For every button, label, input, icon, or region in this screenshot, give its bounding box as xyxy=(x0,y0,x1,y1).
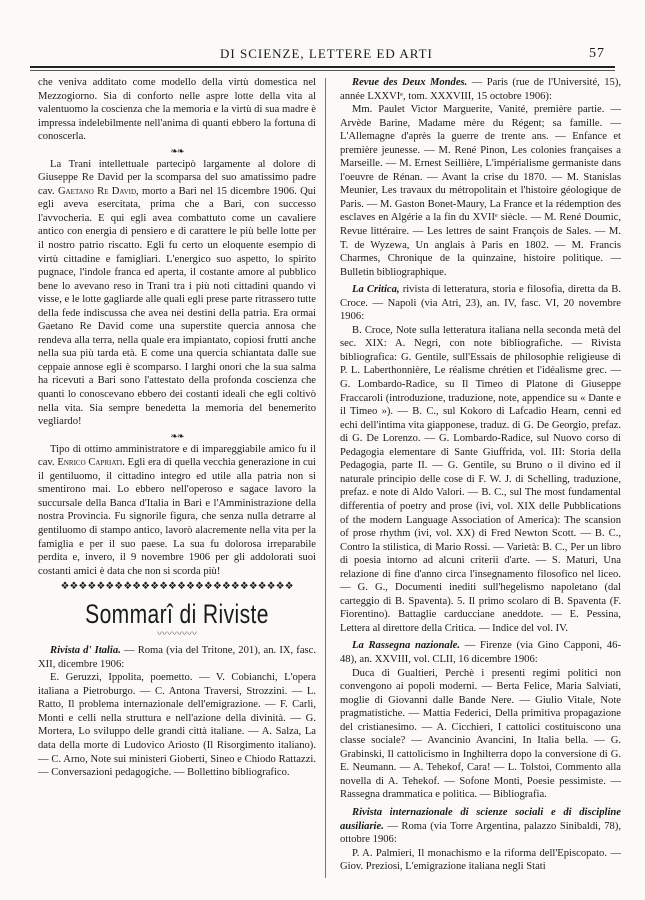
journal-name: Rivista internazionale di scienze sociali e di discipline ausiliarie. xyxy=(340,806,621,832)
section-title: Sommarî di Riviste xyxy=(85,599,269,630)
section-separator: ❧❧ xyxy=(170,145,184,156)
column-divider xyxy=(325,78,326,878)
journal-contents: Duca di Gualtieri, Perchè i presenti regimi politici non convengono ai popoli moderni. — Berta Felice, Maria Salviati, moglie di Giovanni dalle Bande Nere. — Giulio Vitale, Note pragmatistiche. — Mattia Federici, Della primitiva propagazione del cristianesimo. — A. Cicchieri, I cattolici costituiscono una classe sociale? — Avancinio Avancini, In Italia bella. — G. Grabinski, Il cattolicismo in Inghilterra dopo la conversione di G. E. Neumann. — A. Tehekof, Cara! — L. Tolstoi, Commento alla novella di A. Tehekof. — Sofone Monti, Poesie pessimiste. — Rassegna drammatica e politica. — Bibliografia. xyxy=(340,667,621,801)
ornamental-border: ❖❖❖❖❖❖❖❖❖❖❖❖❖❖❖❖❖❖❖❖❖❖❖❖❖❖ xyxy=(60,581,294,593)
journal-name: Revue des Deux Mondes. xyxy=(352,77,468,88)
running-head xyxy=(40,46,605,66)
journal-name: La Rassegna nazionale. xyxy=(352,640,461,652)
header-rule xyxy=(30,66,615,68)
journal-contents: E. Geruzzi, Ippolita, poemetto. — V. Cobianchi, L'opera italiana a Pietroburgo. — C. Antona Traversi, Strozzini. — L. Ratto, Il problema internazionale dell'emigrazione. — F. Carli, Monti e celli nella struttura e nell'azione della divinità. — G. Mortera, Lo sviluppo delle grandi città italiane. — A. Salza, La data della morte di Ludovico Ariosto (Il Risorgimento italiano). — C. Arno, Note sui ministeri Gioberti, Sineo e Chiodo Rattazzi. — Conversazioni pedagogiche. — Bollettino bibliografico. xyxy=(38,672,316,779)
header-rule-thin xyxy=(30,70,615,71)
running-title: DI SCIENZE, LETTERE ED ARTI xyxy=(220,46,433,61)
right-column xyxy=(340,76,621,874)
journal-contents: Mm. Paulet Victor Marguerite, Vanité, première partie. — Arvède Barine, Madame mère du Régent; sa famille. — L'Allemagne d'après la guerre de trente ans. — Enfance et première jeunesse. — M. René Pinon, Les colonies françaises a Marseille. — M. Ernest Seillière, L'impérialisme germaniste dans l'oeuvre de Rénan. — Avant la crise du 1870. — M. Stanislas Meunier, Les travaux du métropolitain et l'histoire géologique de Paris. — M. Gaston Bonet-Maury, La France et la rédemption des esclaves en Algérie a la fin du XVIIᵉ siècle. — M. René Doumic, Revue littéraire. — Les lettres de saint François de Sales. — M. T. de Wyzewa, Un anglais à Paris en 1802. — M. Francis Charmes, Chronique de la quinzaine, histoire politique. — Bulletin bibliographique. xyxy=(340,104,621,278)
journal-name: La Critica, xyxy=(352,284,400,296)
person-name: Enrico Capriati xyxy=(57,457,123,469)
journal-name: Rivista d' Italia. xyxy=(50,645,121,657)
journal-entry-rivista-italia: Rivista d' Italia. — Roma (via del Tritone, 201), an. IX, fasc. XII, dicembre 1906: xyxy=(38,645,317,670)
paragraph-capriati: Tipo di ottimo amministratore e di impareggiabile amico fu il cav. Enrico Capriati. Egli era di quella vecchia generazione in cui il gentiluomo, il cittadino integro ed utile alla patria non si smentirono mai. Lo ebbero nell'operoso e sagace lavoro la succursale della Banca d'Italia in Bari e l'Amministrazione della nostra Provincia. Fu signorile figura, che senza nulla detrarre al gentiluomo di stampo antico, lavorò alacremente nella vita per la famiglia e per il suo paese. La sua fu dolorosa irreparabile perdita e, invero, il 9 novembre 1906 per gli addolorati suoi costanti amici è data che non si scorda più! xyxy=(38,443,316,577)
page-number: 57 xyxy=(589,46,605,61)
journal-contents: P. A. Palmieri, Il monachismo e la riforma dell'Episcopato. — Giov. Preziosi, L'emigrazione italiana negli Stati xyxy=(340,847,621,873)
paragraph-re-david: La Trani intellettuale partecipò largamente al dolore di Giuseppe Re David per la scomparsa del suo amatissimo padre cav. Gaetano Re David, morto a Bari nel 15 dicembre 1906. Qui egli aveva esercitata, prima che a Bari, con successo l'avvocheria. E qui egli avea combattuto come un cavaliere antico con energia di pensiero e di carattere le più belle lotte per il nostro patrio riscatto. Egli fu certo un eloquente esempio di virtù cittadine e famigliari. L'energico suo aspetto, lo spirito pugnace, l'indole franca ed aperta, il costante amore al pubblico bene lo avevano reso in Trani tra i più noti cittadini quando vi visse, e le lotte gagliarde alle quali egli prese parte ritrassero tutte della fede indiscussa che avea nei destini della patria. Era ormai Gaetano Re David come una superstite quercia annosa che rendeva alla terra, nella quale era impiantato, copiosi frutti anche nella sua più tarda età. E come una quercia schiantata dalle sue ceppaie annose egli è scomparso. I larghi onori che la sua salma ha ricevuti a Bari sono l'attestato della profonda coscienza che quanti lo conoscevano ebbero dei costanti ideali che egli coltivò nella vita. Sia sempre benedetta la memoria del benemerito vegliardo! xyxy=(38,158,317,428)
journal-entry-revue: Revue des Deux Mondes. — Paris (rue de l'Université, 15), année LXXVIᵉ, tom. XXXVIII, 15 octobre 1906): xyxy=(340,77,621,102)
person-name: Gaetano Re David xyxy=(57,185,137,197)
journal-contents: B. Croce, Note sulla letteratura italiana nella seconda metà del sec. XIX: A. Negri, con note bibliografiche. — Rivista bibliografica: G. Gentile, sull'Essais de philosophie religieuse di P. L. Laberthonnière, Le réalisme chrétien et l'idéalisme grec. — G. Lombardo-Radice, su Il Timeo di Platone di Giuseppe Fraccaroli (introduzione, traduzione, note, appendice su « Dante e il Timeo »). — B. C., sul Kokoro di Lafcadio Hearn, cenni ed echi dell'intima vita giapponese, traduz. di G. De Georgio, prefaz. di G. De Lorenzo. — G. Lombardo-Radice, sul Nuovo corso di Pedagogia elementare di Sante Giuffrida, vol. III: Storia della Pedagogia, parte II. — G. Gentile, su Bruno o il divino ed il naturale principio delle cose di F. W. J. di Schelling, traduzione, prefaz. e note di Aldo Valori. — B. C., sul The most fundamental differentia of poetry and prose (ivi, vol. XIX delle Pubblications of the modern Language Association of America): The scansion of prose rhythm (ivi, vol. XX) di Fred Newton Scott. — B. C., Contro la stilistica, di Mario Rossi. — Varietà: B. C., Per un libro di poesia intorno ad alcuni criterii d'arte. — S. Maturi, Una relazione di fine d'anno circa l'insegnamento filosofico nel liceo. — G. G., Documenti inediti sull'hegelismo napoletano (dal carteggio di B. Spaventa). 5. Il primo scolaro di B. Spaventa (F. Fiorentino). Battaglie carducciane aneddote. — E. Pessina, Lettera al direttore della Critica. — Indice del vol. IV. xyxy=(340,324,621,634)
left-column xyxy=(38,76,316,780)
title-swash: 〰〰〰〰 xyxy=(157,629,197,641)
section-separator: ❧❧ xyxy=(170,430,184,441)
journal-entry-rassegna: La Rassegna nazionale. — Firenze (via Gino Capponi, 46-48), an. XXVIII, vol. CLII, 16 dicembre 1906: xyxy=(340,640,621,665)
journal-entry-critica: La Critica, rivista di letteratura, storia e filosofia, diretta da B. Croce. — Napoli (via Atri, 23), an. IV, fasc. VI, 20 novembre 1906: xyxy=(340,284,621,323)
paragraph-virtue: che veniva additato come modello della virtù domestica nel Mezzogiorno. Sia di conforto nelle aspre lotte della vita al valentuomo la coscienza che la memoria e la virtù di sua madre è impressa indelebilmente nell'anima di quanti ebbero la fortuna di conoscerla. xyxy=(38,77,316,143)
journal-entry-rivista-internazionale: Rivista internazionale di scienze sociali e di discipline ausiliarie. — Roma (via Torre Argentina, palazzo Sinibaldi, 78), ottobre 1906: xyxy=(340,806,621,846)
